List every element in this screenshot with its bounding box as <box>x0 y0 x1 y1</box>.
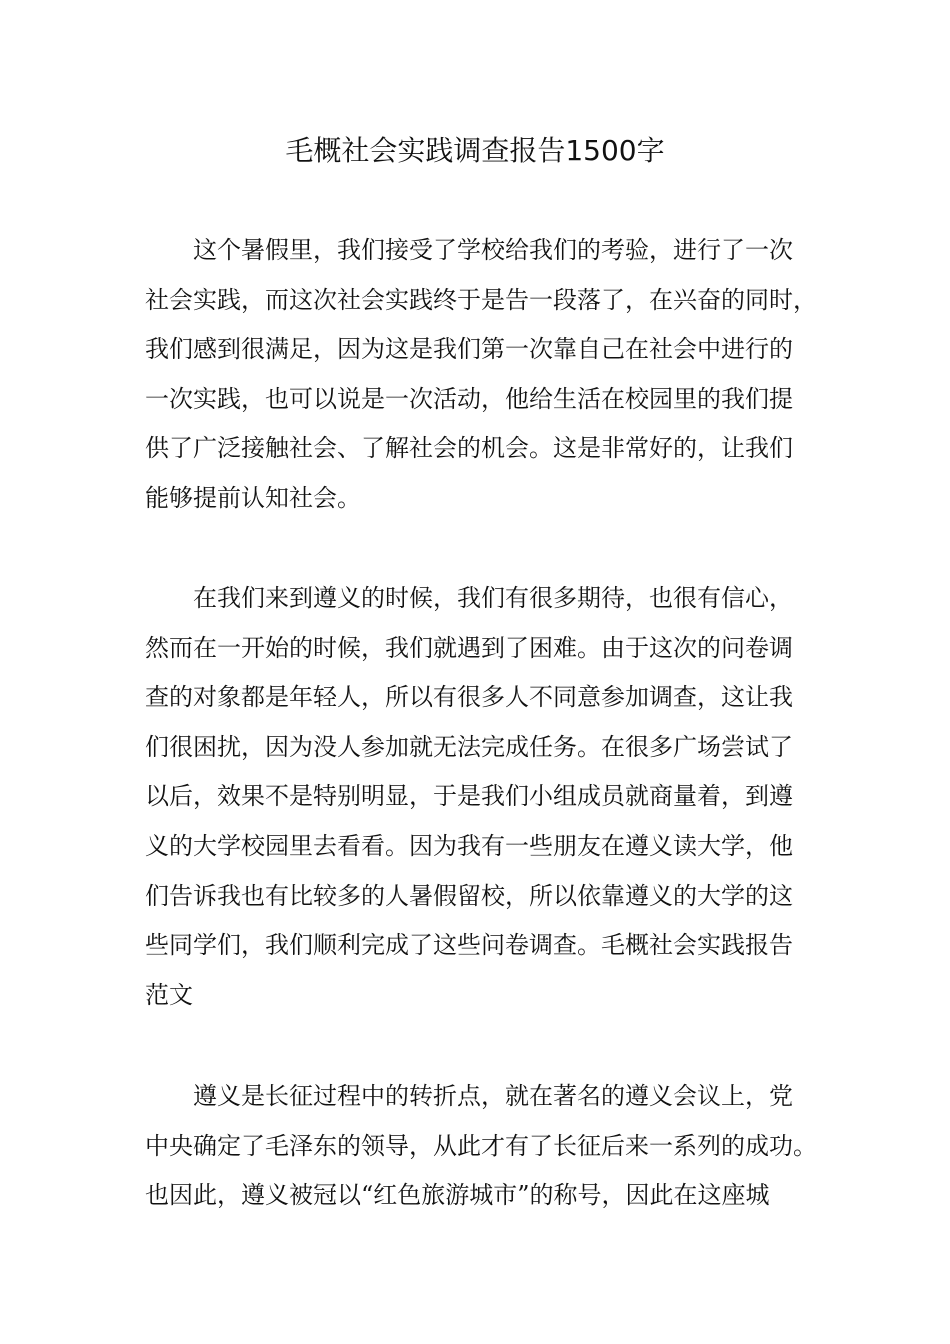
paragraph-line: 也因此，遵义被冠以“红色旅游城市”的称号，因此在这座城 <box>145 1181 770 1210</box>
paragraph-line: 然而在一开始的时候，我们就遇到了困难。由于这次的问卷调 <box>145 633 793 662</box>
document-title: 毛概社会实践调查报告1500字 <box>285 134 665 167</box>
paragraph-line: 一次实践，也可以说是一次活动，他给生活在校园里的我们提 <box>145 384 793 413</box>
paragraph-line: 范文 <box>145 980 193 1009</box>
paragraph-line: 们很困扰，因为没人参加就无法完成任务。在很多广场尝试了 <box>145 732 793 761</box>
paragraph-line: 社会实践，而这次社会实践终于是告一段落了，在兴奋的同时， <box>145 285 817 314</box>
paragraph-line: 供了广泛接触社会、了解社会的机会。这是非常好的，让我们 <box>145 434 793 463</box>
paragraph-line: 在我们来到遵义的时候，我们有很多期待，也很有信心， <box>193 584 793 612</box>
paragraph-line: 我们感到很满足，因为这是我们第一次靠自己在社会中进行的 <box>145 335 793 364</box>
paragraph-2 <box>145 574 825 1020</box>
paragraph-1 <box>145 226 825 524</box>
paragraph-line: 以后，效果不是特别明显，于是我们小组成员就商量着，到遵 <box>145 782 793 811</box>
paragraph-3 <box>145 1072 825 1221</box>
paragraph-line: 这个暑假里，我们接受了学校给我们的考验，进行了一次 <box>193 236 793 264</box>
paragraph-line: 遵义是长征过程中的转折点，就在著名的遵义会议上，党 <box>193 1082 793 1110</box>
paragraph-line: 能够提前认知社会。 <box>145 483 361 512</box>
paragraph-line: 查的对象都是年轻人，所以有很多人不同意参加调查，这让我 <box>145 683 793 712</box>
paragraph-line: 们告诉我也有比较多的人暑假留校，所以依靠遵义的大学的这 <box>145 881 793 910</box>
paragraph-line: 中央确定了毛泽东的领导，从此才有了长征后来一系列的成功。 <box>145 1131 817 1160</box>
paragraph-line: 义的大学校园里去看看。因为我有一些朋友在遵义读大学，他 <box>145 831 793 860</box>
paragraph-line: 些同学们，我们顺利完成了这些问卷调查。毛概社会实践报告 <box>145 931 793 960</box>
